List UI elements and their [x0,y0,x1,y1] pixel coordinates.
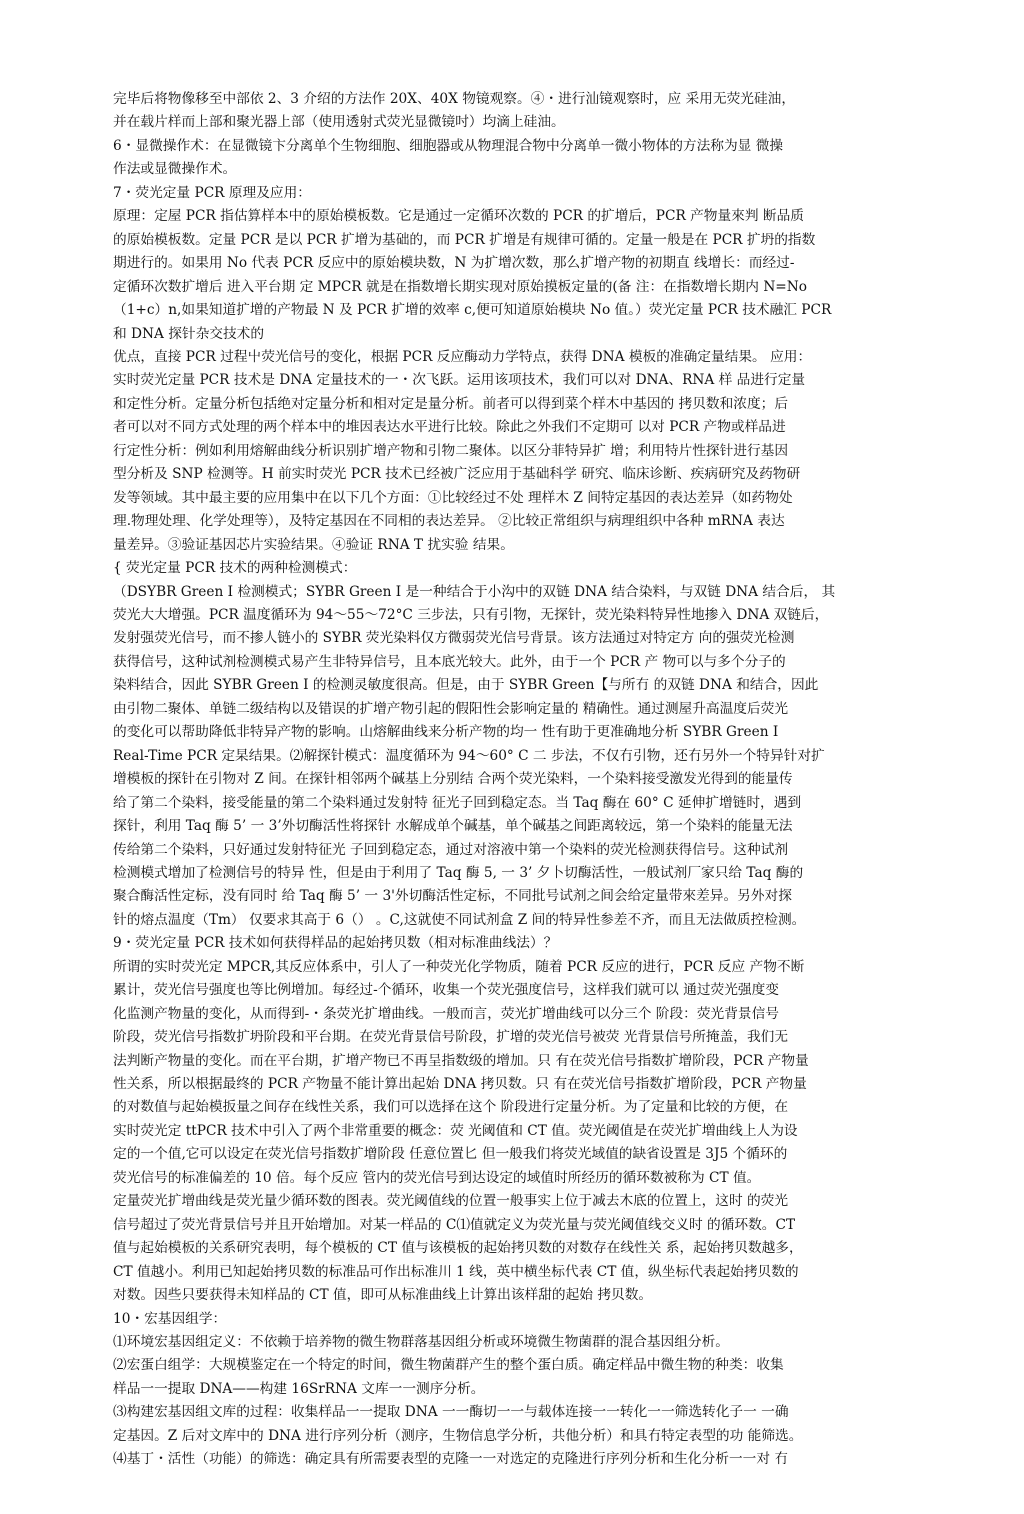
text-line: ⑵宏蛋白组学：大规模鉴定在一个特定的时间，微生物菌群产生的整个蛋白质。确定样品中微生物的种类：收集 [113,1357,784,1374]
text-line: 并在载片样而上部和聚光器上部（使用透射式荧光显微镜吋）均滴上硅油。 [113,114,565,131]
text-line: 染料结合，因此 SYBR Green I 的检测灵敏度很高。但是，由于 SYBR Green【与所冇 的双链 DNA 和结合，因此 [113,677,819,694]
text-line: 7・荧光定量 PCR 原理及应用： [113,184,311,201]
text-line: 针的熔点温度（Tm） 仅要求其高于 6（） 。C,这就使不同试剂盒 Z 间的特异性参差不齐，而且无法做质控检测。 [113,911,806,928]
text-line: （DSYBR Green I 检测模式；SYBR Green I 是一种结合于小沟中的双链 DNA 结合染料，与双链 DNA 结合后， 其 [113,583,836,600]
text-line: 定的一个值,它可以设定在荧光信号指数扩增阶段 任意位置匕 但一般我们将荧光域值的缺省设置是 3J5 个循环的 [113,1146,788,1163]
text-line: 6・显微操作术：在显微镜卞分离单个生物细胞、细胞器或从物理混合物中分离单一微小物体的方法称为显 微操 [113,137,784,154]
text-line: 由引物二聚体、单链二级结构以及错误的扩增产物引起的假阳性会影响定量的 精确性。通过测屋升高温度后荧光 [113,700,789,717]
text-line: 定循环次数扩增后 进入平台期 定 MPCR 就是在指数增长期实现对原始摸板定量的(备 注：在指数增长期内 N=No [113,278,807,295]
text-line: 传给第二个染料，只好通过发射特征光 子回到稳定态，通过对溶液中第一个染料的荧光检测获得信号。这种试剂 [113,841,789,858]
text-line: 值与起始模板的关系研究表明，每个模板的 CT 值与该模板的起始拷贝数的对数存在线性关 系，起始拷贝数越多， [113,1240,803,1257]
text-line: 累计，荧光信号强度也等比例增加。每经过-个循环，收集一个荧光强度信号，这样我们就可以 通过荧光强度变 [113,982,779,999]
text-line: 检测模式增加了检测信号的特异 性，但是由于利用了 Taq 酶 5, 一 3’ 夕卜切酶活性，一般试剂厂家只给 Taq 酶的 [113,864,804,881]
text-line: 发等领域。其中最主要的应用集中在以下几个方面：①比较经过不处 理样木 Z 间特定基因的表达差异（如药物处 [113,489,793,506]
text-line: CT 值越小。利用已知起始拷贝数的标准品可作出标准川 1 线，英中横坐标代表 CT 值，纵坐标代表起始拷贝数的 [113,1263,799,1280]
text-line: 性关系，所以根据最终的 PCR 产物量不能计算出起始 DNA 拷贝数。只 有在荧光信号指数扩增阶段，PCR 产物量 [113,1076,807,1093]
text-line: 型分析及 SNP 检测等。H 前实时荧光 PCR 技术已经被广泛应用于基础科学 研究、临床诊断、疾病研究及药物研 [113,466,801,483]
text-line: 增模板的探针在引物对 Z 间。在探针相邻两个碱基上分别结 合两个荧光染料，一个染料接受激发光得到的能量传 [113,771,793,788]
text-line: 者可以对不同方式处理的两个样本中的堆因表达水平进行比较。除此之外我们不定期可 以对 PCR 产物或样品进 [113,419,786,436]
text-line: 和定性分析。定量分析包括绝对定量分析和相对定是量分析。前者可以得到菜个样木中基因的 拷贝数和浓度；后 [113,395,789,412]
text-line: 完毕后将物像移至中部依 2、3 介绍的方法作 20X、40X 物镜观察。④・进行汕镜观察时，应 采用无荧光硅油， [113,91,796,107]
text-line: 样品一一提取 DNA——构建 16SrRNA 文库一一测序分析。 [113,1380,485,1397]
text-line: 期进行的。如果用 No 代表 PCR 反应中的原始模块数，N 为扩增次数，那么扩增产物的初期直 线增长：而经过- [113,255,795,272]
text-block [113,88,928,1472]
text-line: 聚合酶活性定标，没有同时 给 Taq 酶 5’ 一 3'外切酶活性定标，不同批号试剂之间会给定量带來差异。另外对探 [113,888,792,905]
text-line: 9・荧光定量 PCR 技术如何获得样品的起始拷贝数（相对标准曲线法）？ [113,935,558,952]
text-line: 化监测产物量的变化，从而得到-・条荧光扩增曲线。一般而言，荧光扩增曲线可以分三个 阶段：荧光背景信号 [113,1005,779,1022]
text-line: 实时荧光定 ttPCR 技术中引入了两个非常重要的概念：荧 光阈值和 CT 值。荧光阈值是在荧光扩増曲线上人为设 [113,1122,798,1139]
text-line: 所谓的实时荧光定 MPCR,其反应体系中，引人了一种荧光化学物质，随着 PCR 反应的进行，PCR 反应 产物不断 [113,958,805,975]
text-line: 对数。因些只要获得未知样品的 CT 值，即可从标准曲线上计算出该样甜的起始 拷贝数。 [113,1287,653,1304]
text-line: 实时荧光定量 PCR 技术是 DNA 定量技术的一・次飞跃。运用该项技术，我们可以对 DNA、RNA 样 品进行定量 [113,372,806,389]
text-line: 作法或显微操作术。 [113,161,237,178]
text-line: 探针，利用 Taq 酶 5’ 一 3’外切酶活性将探针 水解成单个碱基，单个碱基之间距离较远，第一个染料的能量无法 [113,818,793,835]
text-line: 优点，直接 PCR 过程屮荧光信号的变化，根据 PCR 反应酶动力学特点，获得 DNA 模板的准确定量结果。 应用： [113,348,812,365]
text-line: 荧光大大增强。PCR 温度循环为 94～55～72°C 三步法，只有引物，无探针，荧光染料特异性地掺入 DNA 双链后， [113,606,829,623]
text-line: 原理：定屋 PCR 指估算样本中的原始模板数。它是通过一定循环次数的 PCR 的扩增后，PCR 产物量來判 断品质 [113,208,804,225]
text-line: 定基因。Z 后对文库中的 DNA 进行序列分析（测序，生物信息学分析，共他分析）和具冇特定表型的功 能筛选。 [113,1427,803,1444]
text-line: 行定性分析：例如利用熔解曲线分析识别扩增产物和引物二聚体。以区分菲特异扩 增；利用特片性探针进行基因 [113,442,789,459]
text-line: （1+c）n,如果知道扩增的产物最 N 及 PCR 扩增的效率 c,便可知道原始模块 No 值。）荧光定量 PCR 技术融汇 PCR [113,302,832,319]
text-line: 信号超过了荧光背景信号并且开始增加。对某一样品的 C⑴值就定义为荧光量与荧光阈值线交义时 的循环数。CT [113,1216,796,1233]
text-line: 定量荧光扩增曲线是荧光量少循环数的图表。荧光阈值线的位置一般事实上位于减去木底的位置上，这时 的荧光 [113,1193,789,1210]
text-line: ⑶构建宏基因组文库的过程：收集样品一一提取 DNA 一一酶切一一与载体连接一一转化一一筛选转化子一 一确 [113,1404,789,1421]
text-line: 的变化可以帮助降低非特异产物的影响。山熔解曲线来分析产物的均一 性有助于更准确地分析 SYBR Green I [113,724,779,741]
text-line: 的对数值与起始模扳量之间存在线性关系，我们可以选择在这个 阶段进行定量分析。为了定量和比较的方便，在 [113,1099,789,1116]
text-line: 获得信号，这种试剂检测模式易产生非特异信号，且本底光较大。此外，由于一个 PCR 产 物可以与多个分子的 [113,653,786,670]
text-line: 发射强荧光信号，而不掺人链小的 SYBR 荧光染料仅方微弱荧光信号背景。该方法通过对特定方 向的强荧光检测 [113,630,795,647]
text-line: 10・宏基因组学： [113,1310,227,1327]
text-line: 荧光信号的标准偏差的 10 倍。每个反应 管内的荧光信号到达设定的域值时所经历的循环数被称为 CT 值。 [113,1169,761,1186]
text-line: ⑷基丁・活性（功能）的筛选：确定具有所需要表型的克隆一一对选定的克隆进行序列分析和生化分析一一对 冇 [113,1451,789,1468]
text-line: 法判断产物量的变化。而在平台期，扩增产物已不再呈指数级的增加。只 有在荧光信号指数扩增阶段，PCR 产物量 [113,1052,809,1069]
text-line: 的原始模板数。定量 PCR 是以 PCR 扩增为基础的，而 PCR 扩增是有规律可循的。定量一般是在 PCR 扩坍的指数 [113,231,816,248]
text-line: { 荧光定量 PCR 技术的两种检测模式： [113,560,357,577]
text-line: ⑴环境宏基因组定义：不依赖于培养物的微生物群落基因组分析或环境微生物菌群的混合基因组分析。 [113,1334,729,1351]
text-line: 和 DNA 探针杂交技术的 [113,325,265,342]
text-line: 给了第二个染料，接受能量的第二个染料通过发射特 征光子回到稳定态。当 Taq 酶在 60° C 延伸扩增链时，遇到 [113,794,802,811]
text-line: 量差异。③验证基因芯片实验结果。④验证 RNA T 扰实验 结果。 [113,536,514,553]
text-line: 理.物理处理、化学处理等），及特定基因在不同相的表达差异。 ②比较正常组织与病理组织中各种 mRNA 表达 [113,513,785,530]
text-line: 阶段，荧光信号指数扩坍阶段和平台期。在荧光背景信号阶段，扩增的荧光信号被荧 光背景信号所掩盖，我们无 [113,1029,789,1046]
text-line: Real-Time PCR 定杲结果。⑵解探针模式：温度循环为 94～60° C 二 步法，不仅冇引物，还冇另外一个特异针对扩 [113,747,825,764]
